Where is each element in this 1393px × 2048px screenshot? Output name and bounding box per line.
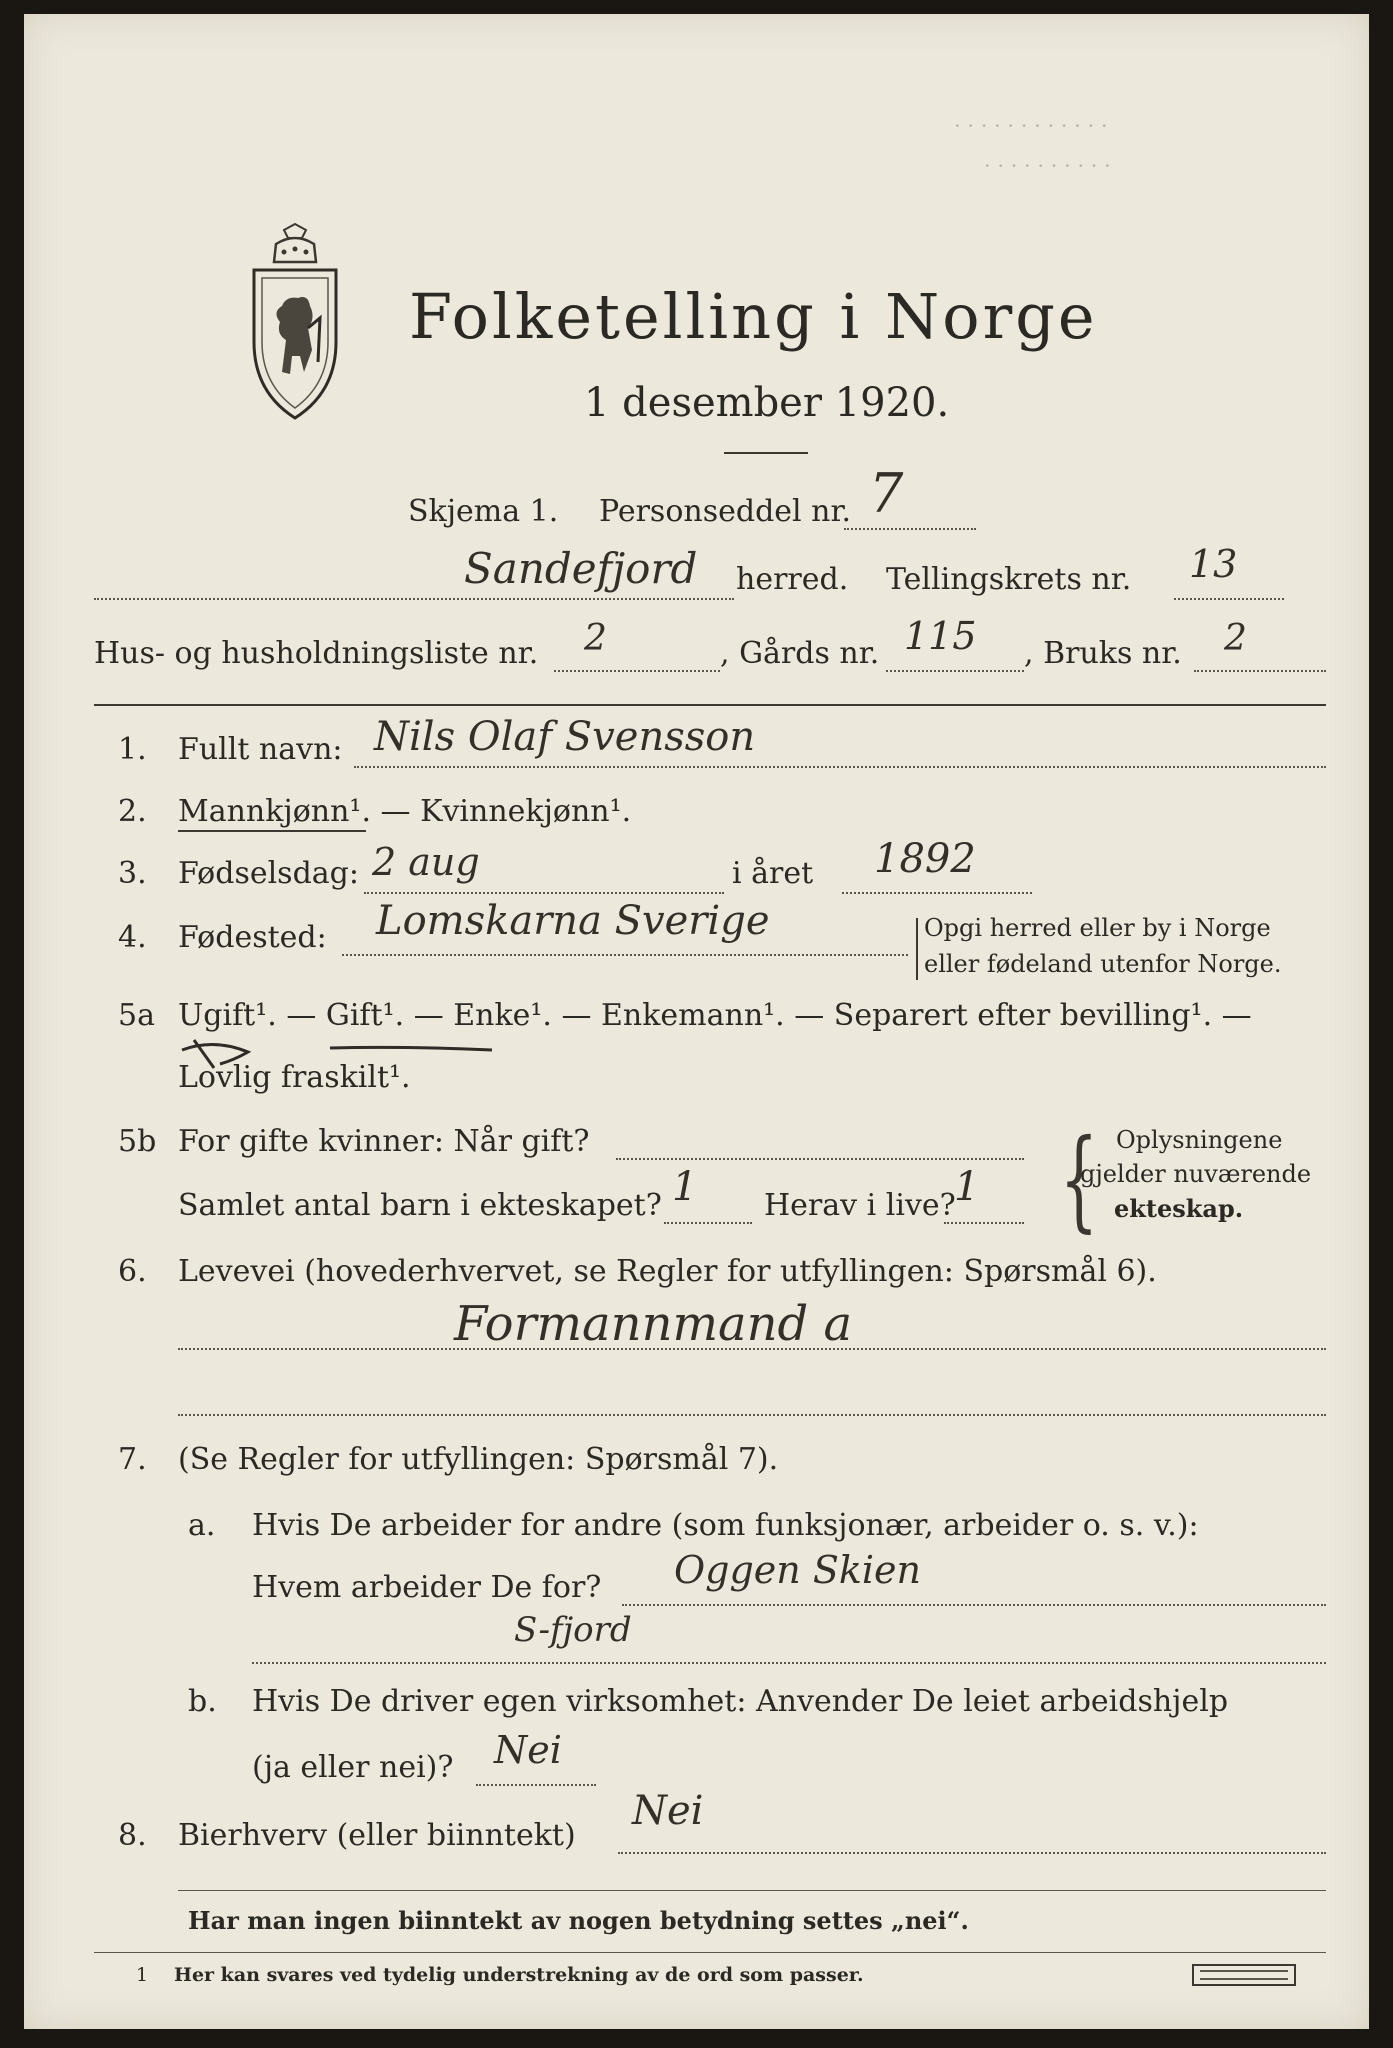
q1-number: 1. <box>118 732 147 767</box>
birth-year-value[interactable]: 1892 <box>874 836 976 882</box>
show-through-text: · · · · · · · · · · · · <box>954 114 1108 138</box>
q6-label: Levevei (hovederhvervet, se Regler for utfyllingen: Spørsmål 6). <box>178 1254 1157 1289</box>
footnote-text: Her kan svares ved tydelig understrekning av de ord som passer. <box>174 1964 864 1986</box>
birthplace-value[interactable]: Lomskarna Sverige <box>376 898 770 944</box>
q4-note-line2: eller fødeland utenfor Norge. <box>924 950 1282 978</box>
q4-note-line1: Opgi herred eller by i Norge <box>924 914 1271 942</box>
q8-number: 8. <box>118 1818 147 1853</box>
q3-line <box>364 892 724 894</box>
q3-number: 3. <box>118 856 147 891</box>
personseddel-line <box>844 528 976 530</box>
q5b-married-line <box>616 1158 1024 1160</box>
q7a-label: Hvis De arbeider for andre (som funksjonær, arbeider o. s. v.): <box>252 1508 1199 1543</box>
q7a-label-2: Hvem arbeider De for? <box>252 1570 602 1605</box>
hired-help-value[interactable]: Nei <box>494 1728 562 1772</box>
q7b-label-2: (ja eller nei)? <box>252 1750 454 1785</box>
birthday-value[interactable]: 2 aug <box>372 840 480 884</box>
children-total-value[interactable]: 1 <box>672 1164 698 1210</box>
schema-label: Skjema 1. <box>408 494 559 529</box>
q5b-children-line <box>664 1222 752 1224</box>
full-name-value[interactable]: Nils Olaf Svensson <box>374 714 756 760</box>
q5b-alive-line <box>944 1222 1024 1224</box>
coat-of-arms-icon <box>246 222 344 422</box>
bruks-line <box>1194 670 1326 672</box>
husliste-line <box>554 670 720 672</box>
personseddel-value[interactable]: 7 <box>869 462 904 525</box>
tellingskrets-line <box>1174 598 1284 600</box>
q6-line-2 <box>178 1414 1326 1416</box>
q7b-line <box>476 1784 596 1786</box>
show-through-text: · · · · · · · · · · <box>984 154 1111 178</box>
footer-divider <box>178 1890 1326 1891</box>
q7a-letter: a. <box>188 1508 216 1543</box>
employer-value-2[interactable]: S-fjord <box>514 1610 632 1650</box>
title-divider <box>724 452 808 454</box>
herred-value[interactable]: Sandefjord <box>464 544 698 593</box>
q3-year-line <box>842 892 1032 894</box>
q5b-children-label: Samlet antal barn i ekteskapet? <box>178 1188 662 1223</box>
q6-number: 6. <box>118 1254 147 1289</box>
q4-label: Fødested: <box>178 920 327 955</box>
children-alive-value[interactable]: 1 <box>954 1164 980 1210</box>
husliste-label: Hus- og husholdningsliste nr. <box>94 636 539 671</box>
tellingskrets-value[interactable]: 13 <box>1189 542 1238 586</box>
bruks-label: , Bruks nr. <box>1024 636 1182 671</box>
q8-line <box>618 1852 1326 1854</box>
q1-line <box>354 766 1326 768</box>
employer-value[interactable]: Oggen Skien <box>674 1548 922 1592</box>
q5a-label: Ugift¹. — Gift¹. — Enke¹. — Enkemann¹. — Separert efter bevilling¹. — <box>178 998 1252 1033</box>
bruks-value[interactable]: 2 <box>1224 618 1247 659</box>
tellingskrets-label: Tellingskrets nr. <box>886 562 1132 597</box>
footnote-mark: 1 <box>136 1964 149 1986</box>
printer-stamp-icon <box>1192 1964 1296 1986</box>
footnote-divider <box>94 1952 1326 1953</box>
q5a-number: 5a <box>118 998 155 1033</box>
q5b-note-line3: ekteskap. <box>1114 1194 1244 1223</box>
census-date: 1 desember 1920. <box>584 380 950 426</box>
form-title: Folketelling i Norge <box>409 280 1098 353</box>
husliste-value[interactable]: 2 <box>584 618 607 659</box>
q7a-line-2 <box>252 1662 1326 1664</box>
herred-label: herred. <box>736 562 849 597</box>
gards-label: , Gårds nr. <box>720 636 880 671</box>
gards-value[interactable]: 115 <box>904 614 977 658</box>
q5b-note-brace: { <box>1059 1115 1099 1243</box>
gards-line <box>886 670 1024 672</box>
marital-strike-mark <box>174 1024 504 1074</box>
q3-year-label: i året <box>732 856 814 891</box>
side-income-value[interactable]: Nei <box>632 1788 704 1834</box>
q6-line-1 <box>178 1348 1326 1350</box>
q5b-alive-label: Herav i live? <box>764 1188 956 1223</box>
q5b-note-line2: gjelder nuværende <box>1080 1160 1312 1188</box>
q7b-label: Hvis De driver egen virksomhet: Anvender De leiet arbeidshjelp <box>252 1684 1229 1719</box>
personseddel-label: Personseddel nr. <box>599 494 852 529</box>
q4-line <box>342 954 908 956</box>
header-divider <box>94 704 1326 706</box>
census-form <box>24 14 1369 2029</box>
q1-label: Fullt navn: <box>178 732 343 767</box>
q7-number: 7. <box>118 1442 147 1477</box>
q4-number: 4. <box>118 920 147 955</box>
q8-label: Bierhverv (eller biinntekt) <box>178 1818 576 1853</box>
q7a-line <box>622 1604 1326 1606</box>
q2-underline <box>178 830 366 832</box>
q5b-label: For gifte kvinner: Når gift? <box>178 1124 590 1159</box>
herred-line <box>94 598 734 600</box>
q2-label: Mannkjønn¹. — Kvinnekjønn¹. <box>178 794 632 829</box>
q5a-label-2: Lovlig fraskilt¹. <box>178 1060 411 1095</box>
q4-note-bracket <box>916 918 918 980</box>
q7-label: (Se Regler for utfyllingen: Spørsmål 7). <box>178 1442 779 1477</box>
occupation-value[interactable]: Formannmand a <box>454 1296 853 1352</box>
q5b-number: 5b <box>118 1124 157 1159</box>
q3-label: Fødselsdag: <box>178 856 359 891</box>
q7b-letter: b. <box>188 1684 217 1719</box>
footer-note: Har man ingen biinntekt av nogen betydning settes „nei“. <box>188 1906 969 1935</box>
q5b-note-line1: Oplysningene <box>1116 1126 1283 1154</box>
q2-number: 2. <box>118 794 147 829</box>
